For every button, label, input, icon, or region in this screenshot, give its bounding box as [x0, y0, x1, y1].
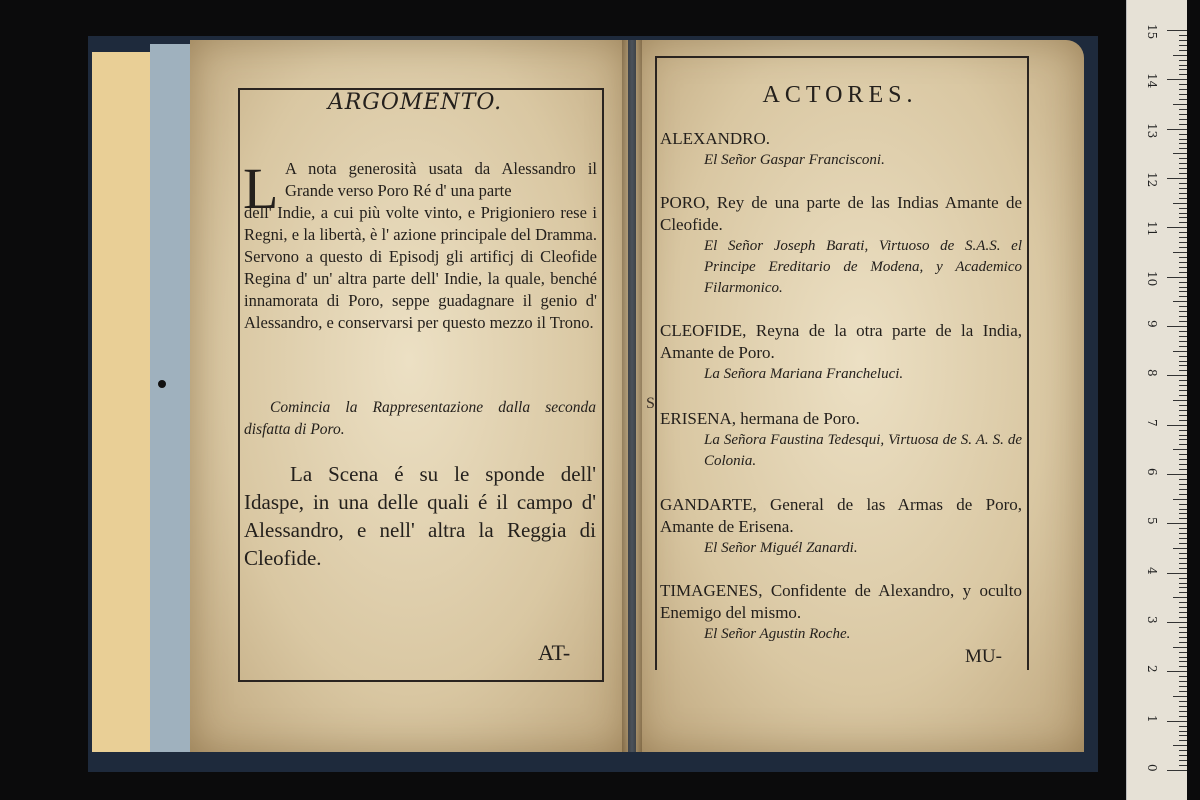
- ruler-tick: [1179, 306, 1187, 307]
- ruler-tick: [1179, 538, 1187, 539]
- ruler-tick: [1179, 311, 1187, 312]
- ruler-tick: [1179, 568, 1187, 569]
- actor-role: ERISENA, hermana de Poro.: [660, 409, 860, 428]
- ruler-tick: [1179, 331, 1187, 332]
- ruler-tick: [1173, 745, 1187, 746]
- actor-entry: [660, 192, 1022, 299]
- ruler-tick: [1179, 706, 1187, 707]
- ruler-tick: [1179, 124, 1187, 125]
- ruler-tick: [1179, 459, 1187, 460]
- ruler-tick: [1179, 390, 1187, 391]
- ruler-tick: [1179, 553, 1187, 554]
- ruler-label: 15: [1145, 24, 1159, 40]
- ruler-label: 0: [1145, 764, 1159, 772]
- ruler-tick: [1167, 622, 1187, 623]
- book-gutter: [622, 40, 642, 752]
- ruler-tick: [1179, 109, 1187, 110]
- ruler-tick: [1179, 587, 1187, 588]
- ruler-tick: [1179, 247, 1187, 248]
- actor-entry: [660, 320, 1022, 385]
- ruler-tick: [1179, 617, 1187, 618]
- ruler-label: 6: [1145, 468, 1159, 476]
- ruler-tick: [1179, 69, 1187, 70]
- ruler-tick: [1179, 484, 1187, 485]
- ruler-tick: [1173, 647, 1187, 648]
- ruler-tick: [1167, 573, 1187, 574]
- ruler-tick: [1179, 489, 1187, 490]
- ruler-tick: [1173, 104, 1187, 105]
- ruler-tick: [1179, 361, 1187, 362]
- ruler-tick: [1167, 770, 1187, 771]
- argomento-heading: ARGOMENTO.: [327, 90, 503, 115]
- ruler-tick: [1179, 543, 1187, 544]
- ruler-label: 5: [1145, 517, 1159, 525]
- ruler-tick: [1179, 735, 1187, 736]
- ruler-tick: [1179, 282, 1187, 283]
- ruler-label: 4: [1145, 566, 1159, 575]
- ruler-tick: [1179, 257, 1187, 258]
- ruler-tick: [1179, 336, 1187, 337]
- ruler-tick: [1179, 701, 1187, 702]
- ruler-tick: [1167, 326, 1187, 327]
- ruler-tick: [1179, 291, 1187, 292]
- margin-mark: S: [646, 395, 655, 412]
- ruler-tick: [1167, 79, 1187, 80]
- actor-role: PORO, Rey de una parte de las Indias Amante de Cleofide.: [660, 193, 1022, 234]
- ruler-tick: [1179, 380, 1187, 381]
- ruler-tick: [1179, 740, 1187, 741]
- ruler-tick: [1179, 627, 1187, 628]
- ruler-tick: [1173, 252, 1187, 253]
- ruler-tick: [1179, 716, 1187, 717]
- ruler-tick: [1179, 415, 1187, 416]
- ruler-tick: [1179, 661, 1187, 662]
- actor-role: GANDARTE, General de las Armas de Poro, Amante de Erisena.: [660, 495, 1022, 536]
- ruler-tick: [1179, 637, 1187, 638]
- ruler-tick: [1167, 375, 1187, 376]
- ruler-tick: [1167, 129, 1187, 130]
- actor-singer: El Señor Miguél Zanardi.: [704, 540, 858, 556]
- ruler-tick: [1179, 316, 1187, 317]
- ruler-tick: [1179, 139, 1187, 140]
- actor-entry: [660, 128, 1022, 171]
- ruler-label: 2: [1145, 665, 1159, 673]
- ruler-tick: [1179, 94, 1187, 95]
- ruler-tick: [1179, 726, 1187, 727]
- ruler-tick: [1179, 676, 1187, 677]
- ruler-tick: [1173, 449, 1187, 450]
- catchword-right: MU-: [965, 646, 1002, 667]
- ruler-tick: [1179, 45, 1187, 46]
- ruler-tick: [1179, 60, 1187, 61]
- ruler-tick: [1173, 696, 1187, 697]
- ruler-tick: [1179, 370, 1187, 371]
- ruler-tick: [1173, 351, 1187, 352]
- ruler-tick: [1179, 65, 1187, 66]
- catchword-left: AT-: [538, 640, 571, 665]
- ruler-tick: [1179, 74, 1187, 75]
- binding-hole: [158, 380, 166, 388]
- ruler-tick: [1179, 518, 1187, 519]
- ruler-tick: [1179, 173, 1187, 174]
- ruler-tick: [1179, 444, 1187, 445]
- ruler-tick: [1167, 523, 1187, 524]
- ruler-tick: [1173, 400, 1187, 401]
- ruler-tick: [1179, 513, 1187, 514]
- actores-heading: ACTORES.: [762, 82, 918, 108]
- ruler-tick: [1179, 99, 1187, 100]
- actor-singer: El Señor Gaspar Francisconi.: [704, 152, 885, 168]
- ruler-tick: [1173, 55, 1187, 56]
- ruler-tick: [1179, 731, 1187, 732]
- ruler-tick: [1179, 356, 1187, 357]
- ruler-tick: [1179, 528, 1187, 529]
- ruler-tick: [1179, 89, 1187, 90]
- ruler-tick: [1179, 632, 1187, 633]
- ruler-tick: [1179, 410, 1187, 411]
- actor-role: CLEOFIDE, Reyna de la otra parte de la India, Amante de Poro.: [660, 321, 1022, 362]
- ruler-tick: [1179, 262, 1187, 263]
- actor-entry: [660, 494, 1022, 559]
- actor-role: TIMAGENES, Confidente de Alexandro, y oculto Enemigo del mismo.: [660, 581, 1022, 622]
- ruler-tick: [1179, 208, 1187, 209]
- ruler-tick: [1179, 84, 1187, 85]
- ruler-tick: [1179, 494, 1187, 495]
- actor-entry: [660, 408, 1022, 472]
- ruler-tick: [1179, 134, 1187, 135]
- drop-cap: L: [243, 156, 279, 221]
- ruler-tick: [1179, 612, 1187, 613]
- actor-singer: La Señora Mariana Francheluci.: [704, 366, 904, 382]
- ruler-tick: [1179, 504, 1187, 505]
- ruler-tick: [1179, 652, 1187, 653]
- ruler-tick: [1179, 148, 1187, 149]
- ruler-tick: [1179, 760, 1187, 761]
- ruler-tick: [1179, 158, 1187, 159]
- ruler-label: 11: [1145, 221, 1159, 237]
- cm-ruler: [1126, 0, 1187, 800]
- ruler-tick: [1167, 277, 1187, 278]
- ruler-label: 9: [1145, 320, 1159, 328]
- ruler-tick: [1179, 168, 1187, 169]
- ruler-tick: [1179, 217, 1187, 218]
- ruler-tick: [1179, 430, 1187, 431]
- ruler-tick: [1179, 558, 1187, 559]
- ruler-tick: [1179, 287, 1187, 288]
- ruler-tick: [1179, 681, 1187, 682]
- ruler-tick: [1179, 143, 1187, 144]
- ruler-tick: [1179, 454, 1187, 455]
- ruler-label: 7: [1145, 418, 1159, 427]
- ruler-tick: [1173, 153, 1187, 154]
- ruler-tick: [1173, 203, 1187, 204]
- ruler-tick: [1179, 213, 1187, 214]
- ruler-tick: [1179, 755, 1187, 756]
- ruler-label: 8: [1145, 369, 1159, 377]
- ruler-tick: [1179, 272, 1187, 273]
- ruler-tick: [1179, 232, 1187, 233]
- ruler-tick: [1179, 193, 1187, 194]
- ruler-tick: [1179, 237, 1187, 238]
- ruler-tick: [1179, 464, 1187, 465]
- ruler-tick: [1179, 50, 1187, 51]
- ruler-tick: [1179, 439, 1187, 440]
- actor-singer: El Señor Joseph Barati, Virtuoso de S.A.S. el Principe Ereditario de Modena, y Academico Filarmonico.: [704, 238, 1022, 296]
- ruler-tick: [1179, 35, 1187, 36]
- ruler-tick: [1173, 499, 1187, 500]
- ruler-tick: [1179, 435, 1187, 436]
- ruler-tick: [1179, 666, 1187, 667]
- actor-singer: El Señor Agustin Roche.: [704, 626, 851, 642]
- ruler-tick: [1179, 395, 1187, 396]
- argomento-body: dell' Indie, a cui più volte vinto, e Prigioniero rese i Regni, e la libertà, è l' azione principale del Dramma. Servono a questo di Episodj gli artificj di Cleofide Regina d' un' altra parte dell' Indie, la quale, benché innamorata di Poro, seppe guadagnare il genio d' Alessandro, e conservarsi per questo mezzo il Trono.: [244, 203, 597, 332]
- ruler-tick: [1179, 765, 1187, 766]
- ruler-label: 1: [1145, 714, 1159, 723]
- ruler-tick: [1179, 385, 1187, 386]
- ruler-tick: [1179, 119, 1187, 120]
- ruler-tick: [1167, 425, 1187, 426]
- ruler-tick: [1167, 721, 1187, 722]
- ruler-tick: [1179, 607, 1187, 608]
- ruler-label: 3: [1145, 616, 1159, 624]
- ruler-tick: [1179, 405, 1187, 406]
- ruler-tick: [1179, 420, 1187, 421]
- ruler-label: 14: [1145, 73, 1159, 89]
- ruler-tick: [1179, 183, 1187, 184]
- scena-description: La Scena é su le sponde dell' Idaspe, in una delle quali é il campo d' Alessandro, e nell' altra la Reggia di Cleofide.: [244, 462, 596, 570]
- ruler-tick: [1179, 114, 1187, 115]
- actor-entry: [660, 580, 1022, 645]
- ruler-tick: [1179, 509, 1187, 510]
- ruler-tick: [1179, 642, 1187, 643]
- ruler-tick: [1173, 301, 1187, 302]
- ruler-tick: [1179, 657, 1187, 658]
- ruler-tick: [1179, 321, 1187, 322]
- ruler-tick: [1179, 479, 1187, 480]
- ruler-tick: [1179, 242, 1187, 243]
- argomento-note: Comincia la Rappresentazione dalla seconda disfatta di Poro.: [244, 399, 596, 438]
- ruler-tick: [1179, 750, 1187, 751]
- ruler-tick: [1179, 686, 1187, 687]
- ruler-tick: [1179, 563, 1187, 564]
- ruler-tick: [1179, 691, 1187, 692]
- ruler-tick: [1167, 474, 1187, 475]
- ruler-tick: [1179, 469, 1187, 470]
- actor-role: ALEXANDRO.: [660, 129, 771, 148]
- ruler-tick: [1179, 296, 1187, 297]
- ruler-tick: [1173, 597, 1187, 598]
- ruler-tick: [1179, 163, 1187, 164]
- ruler-tick: [1179, 188, 1187, 189]
- ruler-tick: [1167, 227, 1187, 228]
- ruler-tick: [1179, 602, 1187, 603]
- ruler-label: 10: [1145, 270, 1159, 286]
- ruler-tick: [1179, 583, 1187, 584]
- ruler-tick: [1173, 548, 1187, 549]
- ruler-tick: [1179, 365, 1187, 366]
- ruler-tick: [1179, 222, 1187, 223]
- ruler-tick: [1179, 40, 1187, 41]
- ruler-tick: [1179, 578, 1187, 579]
- ruler-label: 13: [1145, 122, 1159, 138]
- argomento-first-line: A nota generosità usata da Alessandro il Grande verso Poro Ré d' una parte: [285, 159, 597, 200]
- ruler-tick: [1167, 30, 1187, 31]
- ruler-tick: [1167, 671, 1187, 672]
- ruler-tick: [1179, 711, 1187, 712]
- ruler-tick: [1179, 198, 1187, 199]
- ruler-label: 12: [1145, 172, 1159, 188]
- ruler-tick: [1179, 267, 1187, 268]
- ruler-tick: [1179, 533, 1187, 534]
- actor-singer: La Señora Faustina Tedesqui, Virtuosa de S. A. S. de Colonia.: [704, 432, 1022, 469]
- ruler-tick: [1179, 341, 1187, 342]
- ruler-tick: [1179, 346, 1187, 347]
- ruler-tick: [1167, 178, 1187, 179]
- ruler-tick: [1179, 592, 1187, 593]
